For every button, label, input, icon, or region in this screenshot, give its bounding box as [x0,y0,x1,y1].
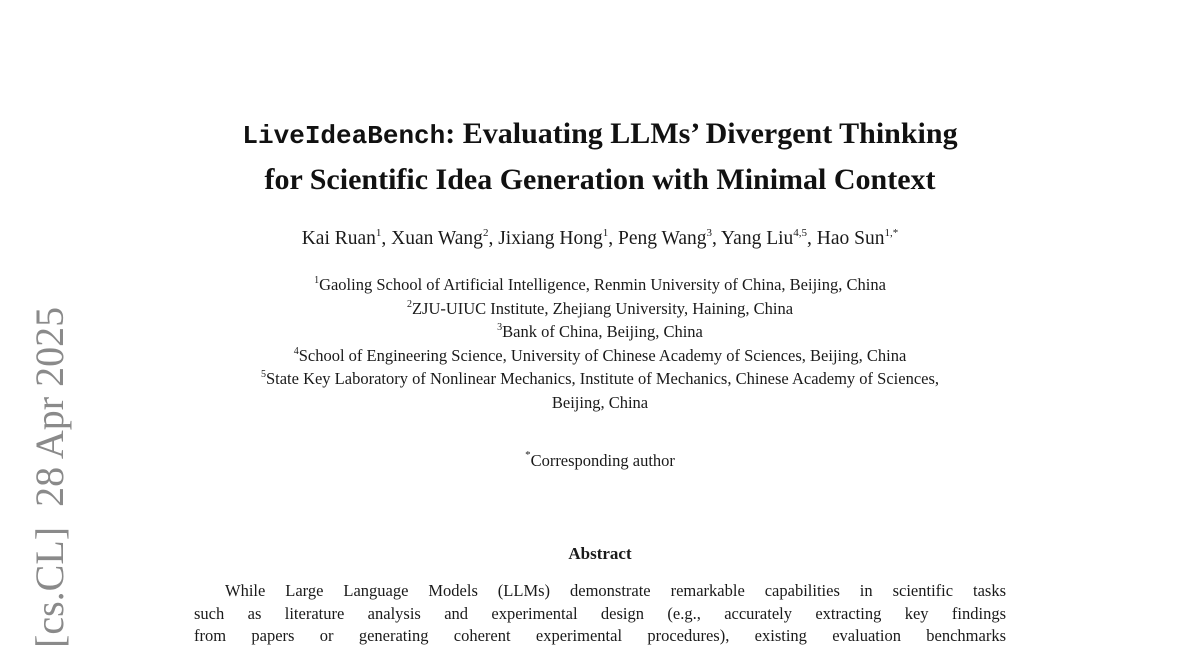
arxiv-date: 28 Apr 2025 [27,306,72,507]
author-list [0,226,1200,252]
affiliation: $^1$Gaoling School of Artificial Intelligence, Renmin University of China, Beijing, China [314,275,886,294]
author: Kai Ruan$^1$, [301,227,392,249]
paper-title [0,112,1200,201]
abstract-line: such as literature analysis and experimental design (e.g., accurately extracting key findings [194,603,1006,623]
author: Hao Sun$^{1,*}$ [816,227,899,249]
title-line-1-rest: : Evaluating LLMs’ Divergent Thinking [445,117,958,150]
author: Xuan Wang$^2$, [391,227,499,249]
abstract-line: from papers or generating coherent experimental procedures), existing evaluation benchmarks [194,626,1006,645]
affiliation: $^3$Bank of China, Beijing, China [497,322,703,341]
corresponding-author-note: *Corresponding author [525,449,675,470]
abstract-line: While Large Language Models (LLMs) demonstrate remarkable capabilities in scientific tasks [225,581,1006,600]
title-line-2: for Scientific Idea Generation with Minimal Context [264,163,936,196]
affiliation-continuation: Beijing, China [551,392,649,412]
title-line-1 [0,112,1200,158]
abstract-heading: Abstract [568,544,632,563]
arxiv-category: [cs.CL] [27,526,72,648]
author: Peng Wang$^3$, [617,227,722,249]
affiliation-list [0,273,1200,414]
author: Jixiang Hong$^1$, [498,227,618,249]
benchmark-name: LiveIdeaBench [242,121,446,151]
abstract-body [194,580,1006,648]
affiliation: $^5$State Key Laboratory of Nonlinear Mechanics, Institute of Mechanics, Chinese Academy of Sciences, [260,369,940,388]
affiliation: $^4$School of Engineering Science, University of Chinese Academy of Sciences, Beijing, China [293,345,907,365]
author: Yang Liu$^{4,5}$, [721,227,817,249]
affiliation: $^2$ZJU-UIUC Institute, Zhejiang University, Haining, China [406,298,794,318]
